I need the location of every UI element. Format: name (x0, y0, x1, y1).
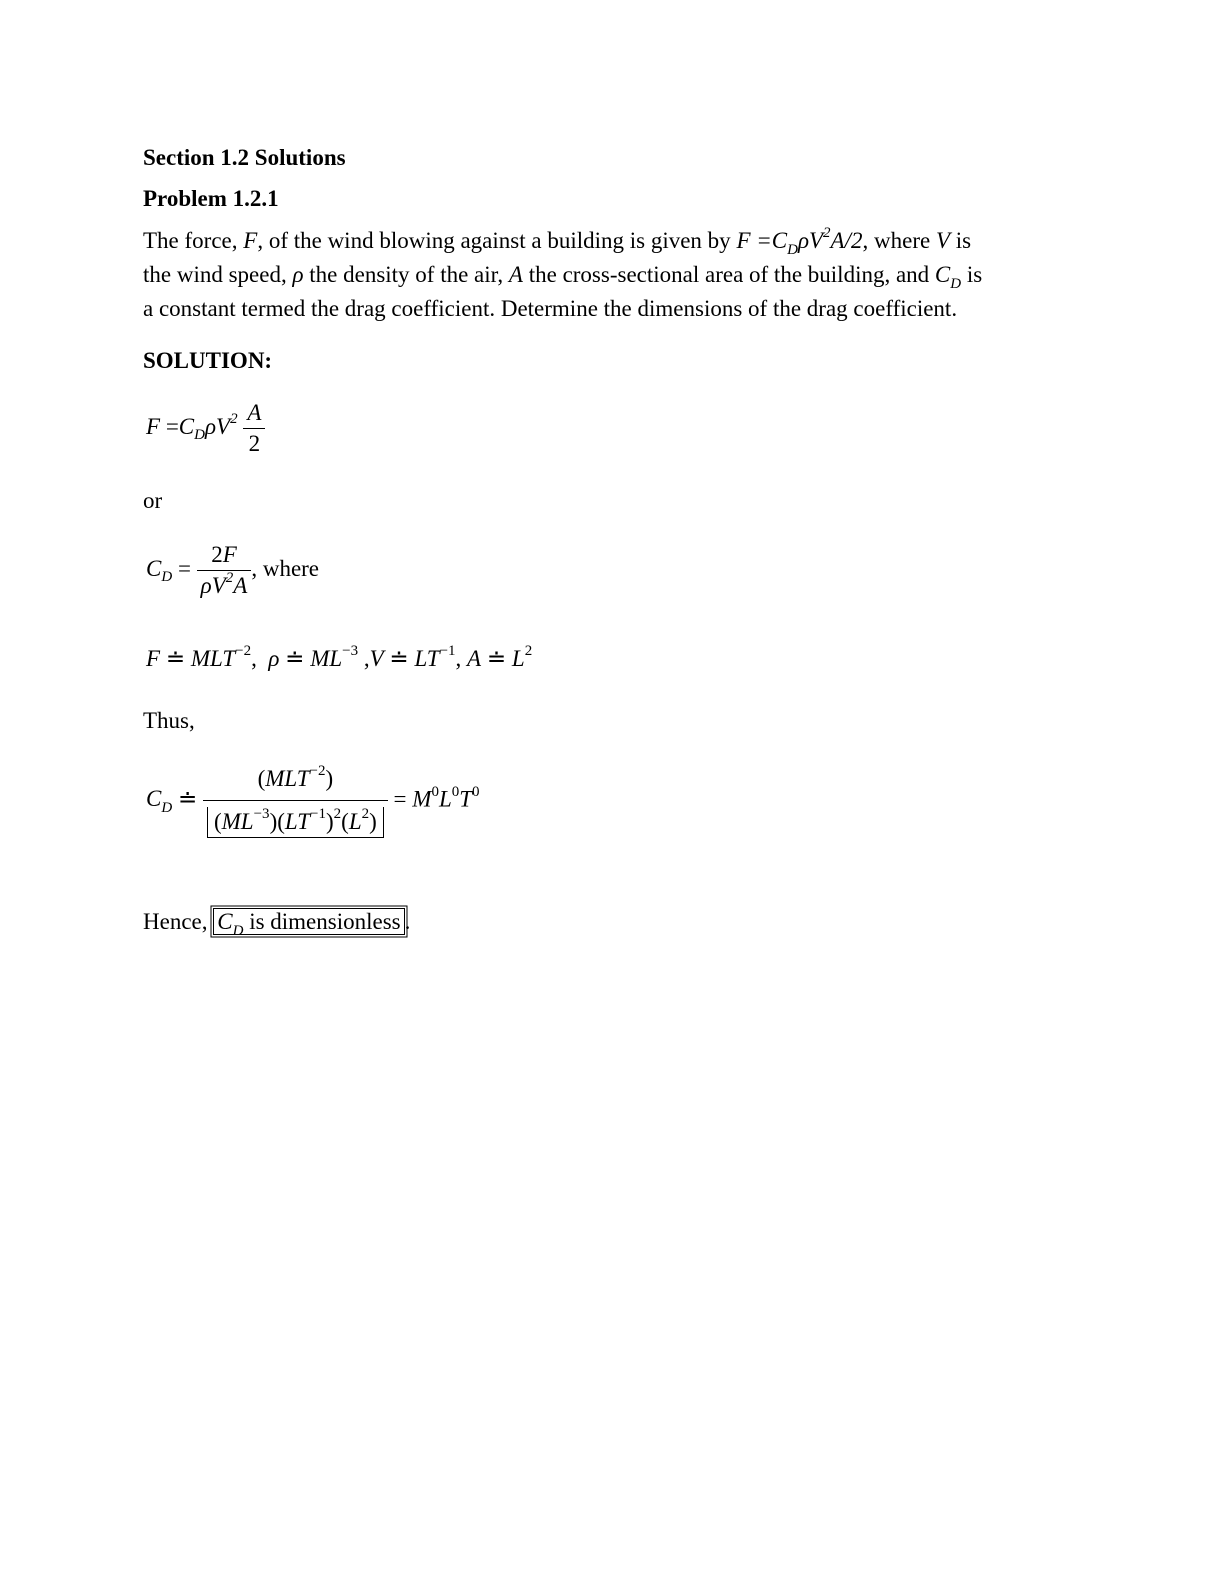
problem-title: Problem 1.2.1 (143, 186, 279, 211)
line2-text-d: is (966, 262, 983, 287)
equation-1-denominator: 2 (248, 431, 261, 456)
equation-1-numerator: A (243, 398, 265, 429)
equation-2: $C_D$ = $\frac{2F}{\rho V^2A}$ , where (146, 540, 319, 601)
section-title: Section 1.2 Solutions (143, 145, 346, 170)
line2-var-A: A (508, 262, 523, 287)
equation-2-numerator: 2F (197, 540, 252, 571)
equation-1-fraction (243, 398, 265, 459)
problem-line-2 (143, 258, 982, 292)
equation-2-fraction (197, 540, 252, 601)
thus-text: Thus, (143, 708, 195, 733)
line2-var-CD: $C_D$ (934, 262, 962, 292)
equation-1: $F =C_D\rho V^2$ $\frac{A}{2}$ (146, 398, 265, 459)
equation-4-denominator: $(ML^{-3})(LT^{-1})^2(L^2)$ (203, 801, 388, 838)
problem-line-1 (143, 224, 971, 258)
line2-text-c: the cross-sectional area of the building, and (528, 262, 930, 287)
problem-line-3: a constant termed the drag coefficient. Determine the dimensions of the drag coefficient. (143, 296, 958, 321)
equation-4: $C_D$ ≐ $\frac{(MLT^{-2})}{(ML^{-3})(LT^{-1})^2(L^2)}$ = $M^0L^0T^0$ (146, 764, 480, 838)
conclusion-suffix: . (404, 909, 411, 934)
equation-2-denominator: $\rho V^2A$ (200, 570, 248, 598)
line1-text-d: is (955, 228, 972, 253)
conclusion-boxed-result: $C_D$ is dimensionless (213, 908, 404, 935)
equation-4-numerator: $(MLT^{-2})$ (203, 764, 388, 801)
solution-heading: SOLUTION: (143, 348, 273, 373)
line2-text-b: the density of the air, (309, 262, 504, 287)
line1-text-c: , where (862, 228, 931, 253)
conclusion (143, 905, 410, 939)
equation-4-fraction (203, 764, 388, 838)
line2-text-a: the wind speed, (143, 262, 287, 287)
equation-3: F ≐ $MLT^{-2}$, ρ ≐ $ML^{-3}$ ,V ≐ $LT^{-1}$, A ≐ $L^2$ (146, 643, 533, 671)
line1-var-F: F (243, 228, 258, 253)
line1-text-a: The force, (143, 228, 238, 253)
line1-var-V: V (935, 228, 950, 253)
conclusion-prefix: Hence, (143, 909, 208, 934)
or-text: or (143, 488, 163, 513)
equation-2-suffix: , where (251, 555, 320, 581)
line1-formula: $F =C_D\rho V^2A/2$ (736, 225, 863, 258)
line1-text-b: , of the wind blowing against a building is given by (257, 228, 731, 253)
line2-var-rho: ρ (292, 262, 304, 287)
